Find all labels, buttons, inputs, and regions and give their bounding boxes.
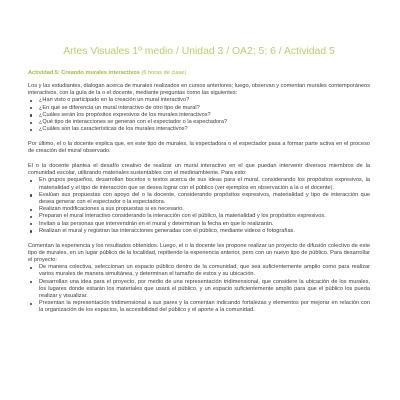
intro-paragraph: Los y las estudiantes, dialogan acerca de murales realizados en cursos anteriores; luego, observan y comentan murales contemporáneos interactivos, con la guía de la o el docente, mediante preguntas como las siguientes: bbox=[28, 83, 370, 97]
project-steps-list bbox=[28, 264, 370, 314]
list-item: ¿Cuáles serán los propósitos expresivos de los murales interactivos? bbox=[39, 112, 370, 119]
list-item: ¿Qué tipo de interacciones se generan con el espectador o la espectadora? bbox=[39, 119, 370, 126]
activity-hours: (6 horas de clase) bbox=[141, 70, 187, 76]
list-item: ¿En qué se diferencia un mural interactivo de otro tipo de mural? bbox=[39, 105, 370, 112]
list-item: Preparan el mural interactivo considerando la interacción con el público, la materialidad y los propósitos expresivos. bbox=[39, 213, 370, 220]
list-item: ¿Cuáles son las características de los murales interactivos? bbox=[39, 126, 370, 133]
list-item: Desarrollan una idea para el proyecto, por medio de una representación tridimensional, que considere la ubicación de los murales, los lugares donde estarán los materiales que usará el público, y un espacio suficientemente amplio para que el público los pueda realizar y visualizar. bbox=[39, 278, 370, 300]
list-item: Invitan a las personas que intervendrán en el mural y determinan la fecha en que lo realizarán. bbox=[39, 221, 370, 228]
activity-name: Actividad 5: Creando murales interactivos bbox=[28, 70, 140, 76]
list-item: En grupos pequeños, desarrollan bocetos o textos acerca de sus ideas para el mural, considerando los propósitos expresivos, la materialidad y el tipo de interacción que se desea lograr con el público (ver ejemplos en observación a la o el docente). bbox=[39, 177, 370, 191]
questions-list bbox=[28, 97, 370, 133]
list-item: Evalúan sus propuestas con apoyo del o la docente, considerando propósitos expresivos, materialidad y tipo de interacción que desea generar con el espectador o la espectadora. bbox=[39, 191, 370, 206]
explanation-paragraph: Por último, el o la docente explica que, en este tipo de murales, la espectadora o el espectador pasa a formar parte activa en el proceso de creación del mural observado. bbox=[28, 141, 370, 155]
page-title: Artes Visuales 1º medio / Unidad 3 / OA2; 5; 6 / Actividad 5 bbox=[63, 46, 335, 57]
list-item: Realizan el mural y registran las interacciones generadas con el público, mediante videos o fotografías. bbox=[39, 228, 370, 235]
activity-heading bbox=[28, 70, 370, 77]
list-item: Presentan la representación tridimensional a sus pares y la comentan indicando fortalezas y elementos por mejorar en relación con la organización de los espacios, la accesibilidad del público y el aporte a la comunidad. bbox=[39, 300, 370, 314]
challenge-paragraph: El o la docente plantea el desafío creativo de realizar un mural interactivo en el que puedan intervenir diversos miembros de la comunidad escolar, utilizando materiales sustentables con el medioambiente. Para esto: bbox=[28, 163, 370, 177]
list-item: De manera colectiva, seleccionan un espacio público dentro de la comunidad, que sea suficientemente amplio como para realizar varios murales de manera simultánea, y determinan el tamaño de estos y su ubicación. bbox=[39, 264, 370, 278]
project-paragraph: Comentan la experiencia y los resultados obtenidos. Luego, el o la docente les propone realizar un proyecto de difusión colectivo de este tipo de murales, en un lugar público de la localidad, repitiendo la experiencia anterior, pero con un nuevo tipo de público. Para desarrollar el proyecto: bbox=[28, 242, 370, 264]
list-item: Realizan modificaciones a sus propuestas si es necesario. bbox=[39, 206, 370, 213]
list-item: ¿Han visto o participado en la creación un mural interactivo? bbox=[39, 97, 370, 104]
challenge-steps-list bbox=[28, 177, 370, 235]
